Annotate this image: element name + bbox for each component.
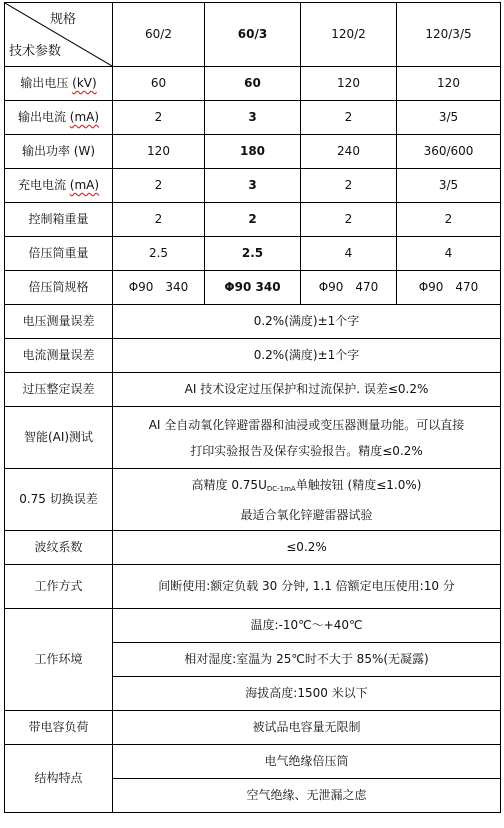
row-label: 工作方式 bbox=[5, 565, 113, 609]
row-label: 电流测量误差 bbox=[5, 339, 113, 373]
row-label: 结构特点 bbox=[5, 745, 113, 813]
cell: 360/600 bbox=[397, 135, 501, 169]
merged-cell: 被试品电容量无限制 bbox=[113, 711, 501, 745]
row-label: 控制箱重量 bbox=[5, 203, 113, 237]
table-row bbox=[5, 339, 501, 373]
table-row bbox=[5, 711, 501, 745]
row-label: 波纹系数 bbox=[5, 531, 113, 565]
row-label: 电压测量误差 bbox=[5, 305, 113, 339]
merged-cell: 海拔高度:1500 米以下 bbox=[113, 677, 501, 711]
cell: Φ90 470 bbox=[397, 271, 501, 305]
cell: 120 bbox=[301, 67, 397, 101]
model-header: 60/2 bbox=[113, 3, 205, 67]
cell: 120 bbox=[397, 67, 501, 101]
table-row bbox=[5, 169, 501, 203]
row-label: 工作环境 bbox=[5, 609, 113, 711]
cell: 60 bbox=[205, 67, 301, 101]
table-row bbox=[5, 203, 501, 237]
cell: Φ90 340 bbox=[113, 271, 205, 305]
merged-cell: 电气绝缘倍压筒 bbox=[113, 745, 501, 779]
merged-cell: ≤0.2% bbox=[113, 531, 501, 565]
table-row bbox=[5, 745, 501, 779]
table-row bbox=[5, 135, 501, 169]
row-label: 输出电流 (mA) bbox=[5, 101, 113, 135]
cell: 2 bbox=[397, 203, 501, 237]
cell: 2.5 bbox=[113, 237, 205, 271]
table-row bbox=[5, 407, 501, 469]
merged-cell: 间断使用:额定负载 30 分钟, 1.1 倍额定电压使用:10 分 bbox=[113, 565, 501, 609]
merged-cell: 相对湿度:室温为 25℃时不大于 85%(无凝露) bbox=[113, 643, 501, 677]
row-label: 过压整定误差 bbox=[5, 373, 113, 407]
merged-cell: 0.2%(满度)±1个字 bbox=[113, 339, 501, 373]
switch-line-2: 最适合氧化锌避雷器试验 bbox=[240, 507, 373, 522]
cell: 2 bbox=[113, 101, 205, 135]
row-label: 带电容负荷 bbox=[5, 711, 113, 745]
switch-line-1: 高精度 $0.75U_{DC-1mA}$单触按钮 (精度≤1.0%) bbox=[191, 477, 422, 493]
ai-line-1: AI 全自动氧化锌避雷器和油浸或变压器测量功能。可以直接 bbox=[148, 417, 465, 432]
table-row bbox=[5, 469, 501, 531]
cell: 2 bbox=[205, 203, 301, 237]
merged-cell bbox=[113, 469, 501, 531]
cell: Φ90 340 bbox=[205, 271, 301, 305]
row-label: 输出功率 (W) bbox=[5, 135, 113, 169]
table-row bbox=[5, 101, 501, 135]
table-row bbox=[5, 531, 501, 565]
merged-cell bbox=[113, 407, 501, 469]
header-row bbox=[5, 3, 501, 67]
cell: 4 bbox=[397, 237, 501, 271]
cell: 240 bbox=[301, 135, 397, 169]
table-row bbox=[5, 565, 501, 609]
table-row bbox=[5, 67, 501, 101]
cell: 2 bbox=[113, 169, 205, 203]
row-label: 0.75 切换误差 bbox=[5, 469, 113, 531]
cell: 180 bbox=[205, 135, 301, 169]
model-header: 60/3 bbox=[205, 3, 301, 67]
table-row bbox=[5, 373, 501, 407]
merged-cell: AI 技术设定过压保护和过流保护. 误差≤0.2% bbox=[113, 373, 501, 407]
row-label: 输出电压 (kV) bbox=[5, 67, 113, 101]
merged-cell: 空气绝缘、无泄漏之虑 bbox=[113, 779, 501, 813]
row-label: 智能(AI)测试 bbox=[5, 407, 113, 469]
merged-cell: 0.2%(满度)±1个字 bbox=[113, 305, 501, 339]
model-header: 120/2 bbox=[301, 3, 397, 67]
spec-table bbox=[4, 2, 501, 813]
cell: 120 bbox=[113, 135, 205, 169]
cell: 2 bbox=[301, 203, 397, 237]
cell: 3/5 bbox=[397, 169, 501, 203]
cell: Φ90 470 bbox=[301, 271, 397, 305]
merged-cell: 温度:-10℃～+40℃ bbox=[113, 609, 501, 643]
corner-top-label: 规格 bbox=[49, 12, 76, 27]
cell: 2.5 bbox=[205, 237, 301, 271]
table-row bbox=[5, 237, 501, 271]
row-label: 充电电流 (mA) bbox=[5, 169, 113, 203]
cell: 2 bbox=[301, 101, 397, 135]
cell: 60 bbox=[113, 67, 205, 101]
ai-line-2: 打印实验报告及保存实验报告。精度≤0.2% bbox=[190, 443, 423, 458]
table-row bbox=[5, 609, 501, 643]
cell: 2 bbox=[113, 203, 205, 237]
cell: 2 bbox=[301, 169, 397, 203]
model-header: 120/3/5 bbox=[397, 3, 501, 67]
corner-cell bbox=[5, 3, 113, 67]
row-label: 倍压筒重量 bbox=[5, 237, 113, 271]
corner-bottom-label: 技术参数 bbox=[9, 44, 62, 59]
cell: 4 bbox=[301, 237, 397, 271]
table-row bbox=[5, 271, 501, 305]
cell: 3 bbox=[205, 101, 301, 135]
table-row bbox=[5, 305, 501, 339]
row-label: 倍压筒规格 bbox=[5, 271, 113, 305]
cell: 3 bbox=[205, 169, 301, 203]
cell: 3/5 bbox=[397, 101, 501, 135]
